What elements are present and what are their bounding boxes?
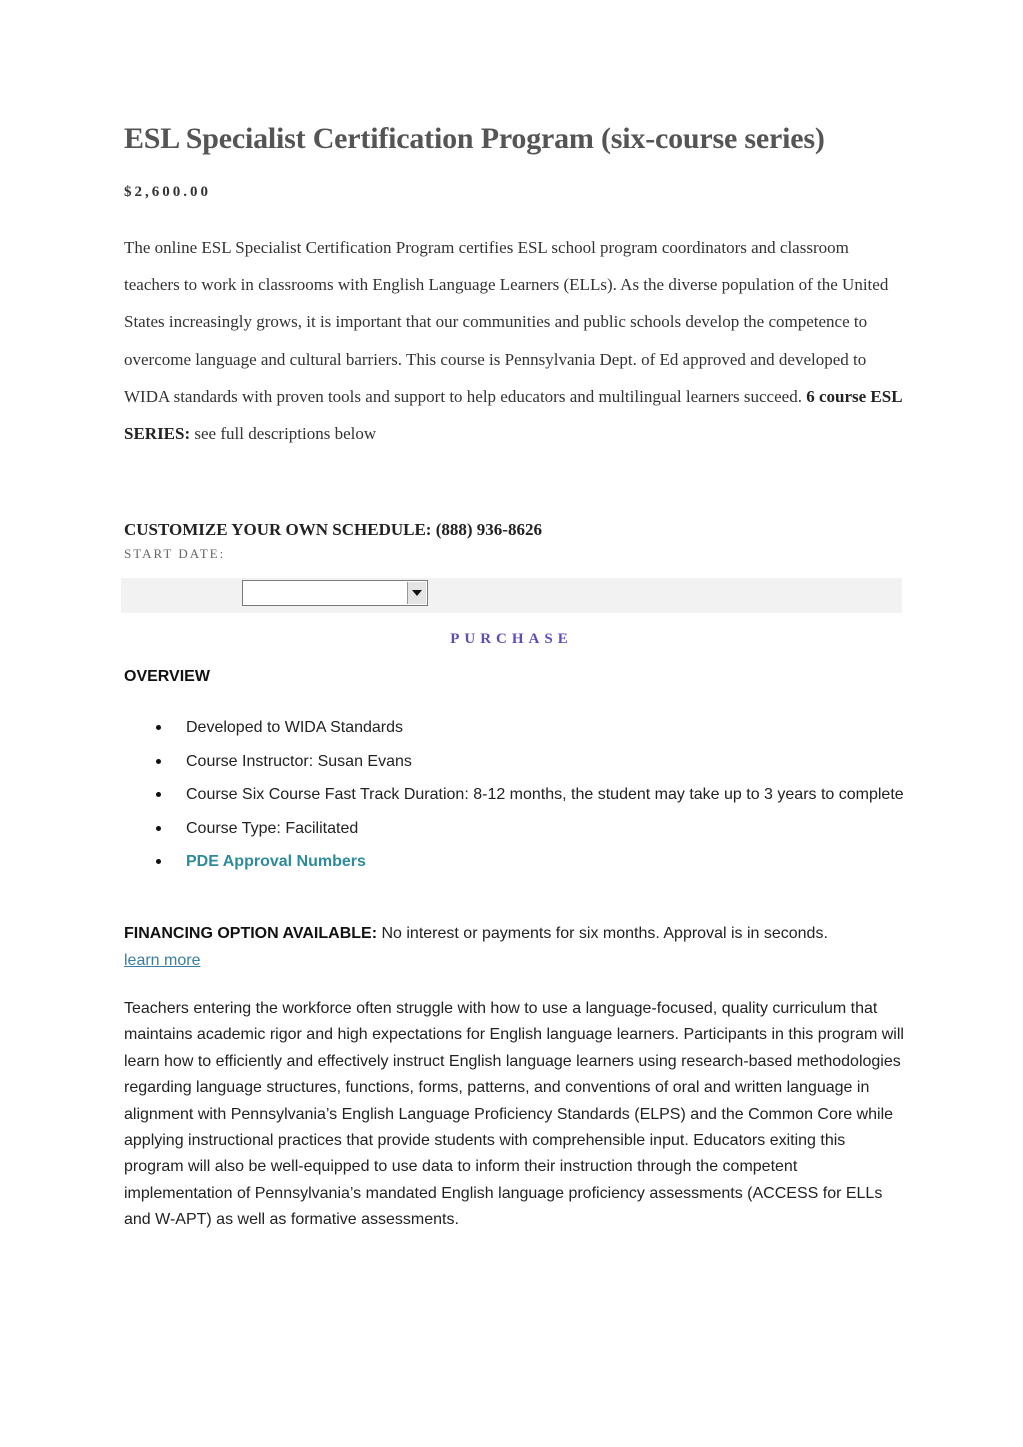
list-item bbox=[124, 716, 904, 739]
overview-item-text: Course Instructor: Susan Evans bbox=[186, 752, 412, 770]
overview-item-text: Developed to WIDA Standards bbox=[186, 719, 404, 736]
purchase-button[interactable]: PURCHASE bbox=[450, 631, 573, 647]
overview-heading: OVERVIEW bbox=[124, 668, 210, 685]
start-date-select[interactable] bbox=[242, 580, 428, 606]
list-item bbox=[124, 850, 904, 873]
list-item bbox=[124, 750, 904, 773]
financing-label: FINANCING OPTION AVAILABLE: bbox=[124, 925, 378, 942]
overview-list bbox=[124, 716, 904, 884]
chevron-down-icon bbox=[412, 590, 422, 596]
bullet-icon bbox=[156, 826, 161, 831]
intro-text: The online ESL Specialist Certification Program certifies ESL school program coordinators and classroom teachers to work in classrooms with English Language Learners (ELLs). As the diverse population of the United States increasingly grows, it is important that our communities and public schools develop the competence to overcome language and cultural barriers. This course is Pennsylvania Dept. of Ed approved and developed to WIDA standards with proven tools and support to help educators and multilingual learners succeed. bbox=[124, 238, 889, 406]
start-date-row bbox=[121, 578, 902, 613]
product-price: $2,600.00 bbox=[124, 184, 211, 200]
bullet-icon bbox=[156, 725, 161, 730]
select-dropdown-button[interactable] bbox=[407, 582, 426, 604]
intro-bold-text: 6 course ESL SERIES: bbox=[124, 386, 902, 444]
bullet-icon bbox=[156, 859, 161, 864]
intro-tail-text: see full descriptions below bbox=[190, 424, 377, 444]
start-date-label: START DATE: bbox=[124, 546, 226, 561]
financing-text: No interest or payments for six months. Approval is in seconds. bbox=[377, 925, 828, 942]
intro-paragraph bbox=[124, 229, 904, 452]
bullet-icon bbox=[156, 792, 161, 797]
product-title: ESL Specialist Certification Program (six-course series) bbox=[124, 122, 825, 155]
pde-approval-link[interactable]: PDE Approval Numbers bbox=[186, 853, 366, 870]
bullet-icon bbox=[156, 759, 161, 764]
list-item bbox=[124, 783, 904, 806]
list-item bbox=[124, 817, 904, 840]
overview-item-text: Course Type: Facilitated bbox=[186, 819, 359, 837]
customize-schedule-heading: CUSTOMIZE YOUR OWN SCHEDULE: (888) 936-8626 bbox=[124, 520, 542, 539]
learn-more-link[interactable]: learn more bbox=[124, 952, 201, 969]
program-description: Teachers entering the workforce often struggle with how to use a language-focused, quality curriculum that maintains academic rigor and high expectations for English language learners. Participants in this program will learn how to efficiently and effectively instruct English language learners using research-based methodologies regarding language structures, functions, forms, patterns, and conventions of oral and written language in alignment with Pennsylvania’s English Language Proficiency Standards (ELPS) and the Common Core while applying instructional practices that provide students with comprehensible input. Educators exiting this program will also be well-equipped to use data to inform their instruction through the competent implementation of Pennsylvania’s mandated English language proficiency assessments (ACCESS for ELLs and W-APT) as well as formative assessments. bbox=[124, 1000, 904, 1229]
overview-item-text: Course Six Course Fast Track Duration: 8-12 months, the student may take up to 3 years to complete bbox=[186, 786, 904, 803]
financing-notice bbox=[124, 920, 904, 974]
